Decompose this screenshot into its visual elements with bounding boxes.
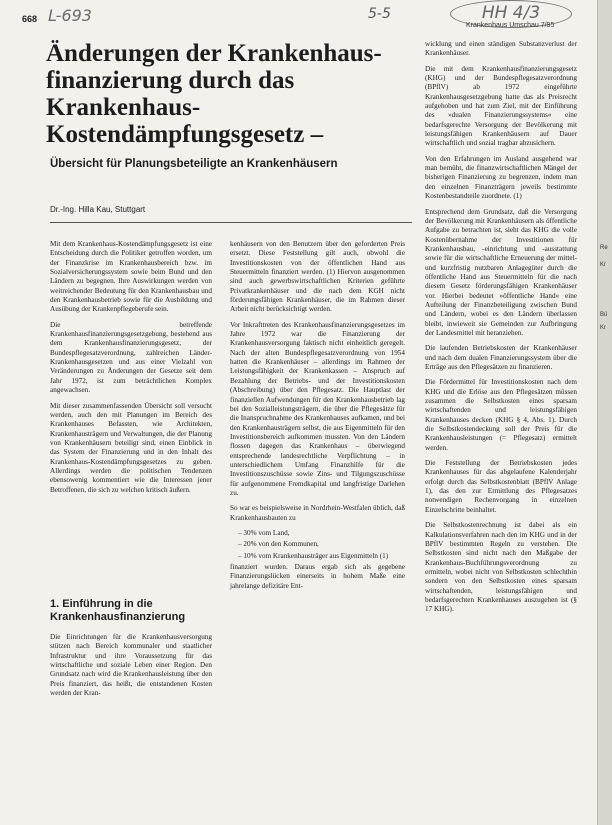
column-2 (230, 240, 405, 597)
title-rule (50, 222, 412, 223)
adjacent-page-edge (597, 0, 612, 825)
paragraph: Entsprechend dem Grundsatz, daß die Versorgung der Bevölkerung mit Krankenhäusern als öffentliche Aufgabe zu betrachten ist, sieht das KHG die volle Kostenübernahme der Investitionen für Krankenhausbau, -einrichtung und -ausstattung sowie für die wirtschaftliche Erneuerung der mittel- und kurzfristig nutzbaren Anlagegüter durch die öffentliche Hand aus Steuermitteln für die nach diesem Gesetz förderungsfähigen Krankenhäuser vor. Hierbei bedeutet »öffentliche Hand« eine Aufteilung der Finanzbeteiligung zwischen Bund und Ländern, wobei es den Ländern überlassen bleibt, inwieweit sie Gemeinden zur Aufbringung der Landesmittel mit heranziehen. (425, 207, 577, 337)
archive-stamp: HH 4/3 (450, 0, 572, 28)
article-author: Dr.-Ing. Hilla Kau, Stuttgart (50, 205, 146, 214)
paragraph: finanziert wurden. Daraus ergab sich als gegebene Finanzierungslücken einerseits in hohem Maße eine jahrelange defizitäre Ent- (230, 563, 405, 590)
list-item: – 10% vom Krankenhausträger aus Eigenmitteln (1) (238, 551, 389, 560)
article-subtitle: Übersicht für Planungsbeteiligte an Krankenhäusern (50, 158, 338, 170)
paragraph: Die Selbstkostenrechnung ist dabei als ein Kalkulationsverfahren nach den im KHG und in der BPflV bestimmten Regeln zu verstehen. Die Selbstkosten sind nicht nach den Maßgabe der Krankenhaus-Buchführungsverordnung zu ermitteln, wobei nicht von Selbstkosten schlechthin sondern von den Selbstkosten eines sparsam wirtschaftenden, leistungsfähigen und bedarfsgerechten Krankenhauses auszugehen ist (§ 17 KHG). (425, 521, 577, 614)
paragraph: Die Feststellung der Betriebskosten jedes Krankenhauses für das abgelaufene Kalenderjahr erfolgt durch das Selbstkostenblatt (BPflV Anlage 1), das den zur Ermittlung des Pflegesatzes notwendigen Rechenvorgang in einzelnen Einzelschritte beinhaltet. (425, 459, 577, 514)
paragraph: Die Fördermittel für Investitionskosten nach dem KHG und die Erlöse aus den Pflegesätzen müssen zusammen die Selbstkosten eines sparsam wirtschaftenden und leistungsfähigen Krankenhauses decken (KHG § 4, Abs. 1). Durch die Selbstkostendeckung soll der Preis für die Krankenhausleistungen (= Pflegesatz) ermittelt werden. (425, 378, 577, 452)
column-1 (50, 240, 212, 501)
list-item: – 30% vom Land, (238, 528, 290, 537)
handwritten-marking: 5-5 (368, 6, 391, 22)
paragraph: Die laufenden Betriebskosten der Krankenhäuser und nach dem dualen Finanzierungssystem über die Erträge aus den Pflegesätzen zu finanzieren. (425, 344, 577, 371)
edge-label: Re (600, 245, 608, 251)
paragraph: Die Einrichtungen für die Krankenhausversorgung stützen nach Bereich kommunaler und staatlicher Infrastruktur und ihre Voraussetzung für das wirtschaftliche und soziale Leben einer Region. Den Grundsatz nach wird die Krankenhausleistung über den Preis finanziert, das heißt, die entstandenen Kosten werden der Kran- (50, 633, 212, 698)
edge-label: Kr (600, 262, 606, 268)
handwritten-reference: L-693 (48, 6, 92, 25)
paragraph: So war es beispielsweise in Nordrhein-Westfalen üblich, daß Krankenhausbauten zu (230, 504, 405, 522)
paragraph: Mit dieser zusammenfassenden Übersicht soll versucht werden, auch den mit Planungen im Bereich des Krankenhauses Befassten, wie Architekten, Krankenhausträgern und Verwaltungen, die der Planung von Krankenhäusern beteiligt sind, einen Einblick in das System der Finanzierung und in den Inhalt des Krankenhaus-Kostendämpfungsgesetzes zu geben. Allerdings werden die politischen Tendenzen ebensowenig kommentiert wie die Interessen jener Betroffenen, die sich zu welchen kritisch äußern. (50, 401, 212, 494)
paragraph: Die mit dem Krankenhausfinanzierungsgesetz (KHG) und der Bundespflegesatzverordnung (BPflV) ab 1972 eingeführte Krankenhausgesetzgebung hatte das als Preisrecht aufgehoben und hat zum Ziel, mit der Einführung des »dualen Finanzierungssystems« eine bedarfsgerechte Versorgung der Bevölkerung mit leistungsfähigen Krankenhäusern auf Dauer wirtschaftlich und sozial tragbar abzusichern. (425, 64, 577, 148)
paragraph: kenhäusern von den Benutzern über den geforderten Preis ersetzt. Diese Feststellung gilt auch, obwohl die Investitionskosten von der öffentlichen Hand aus Steuermitteln finanziert werden. (1) Hiervon ausgenommen sind auch gewerbswirtschaftlichen Kriterien geführte Privatkrankenhäuser und die nach dem KGH nicht förderungsfähigen Krankenhäuser, die im Rahmen dieser Arbeit nicht berücksichtigt werden. (230, 240, 405, 314)
edge-label: Bü (600, 312, 608, 318)
section-heading: 1. Einführung in die Krankenhausfinanzierung (50, 598, 186, 623)
paragraph: Von den Erfahrungen im Ausland ausgehend war man bemüht, die finanzwirtschaftlichen Mängel der bisherigen Finanzierung zu begrenzen, indem man den einzelnen Finanzträgern jeweils bestimmte Kostenbestandteile zuordnete. (1) (425, 154, 577, 201)
column-3 (425, 40, 577, 621)
article-title: Änderungen der Krankenhaus-finanzierung durch das Krankenhaus-Kostendämpfungsgesetz – (46, 40, 382, 148)
list-item: – 20% von den Kommunen, (238, 540, 319, 549)
paragraph: Die betreffende Krankenhausfinanzierungsgesetzgebung, bestehend aus dem Krankenhausfinanzierungsgesetz, der Bundespflegesatzverordnung, zahlreichen Länder-Krankenhausgesetzen und aus einer Vielzahl von Veränderungen zu Änderungen der Gesetze seit dem Jahr 1972, ist zum beträchtlichen Komplex angewachsen. (50, 320, 212, 395)
paragraph: wicklung und einen ständigen Substanzverlust der Krankenhäuser. (425, 40, 577, 58)
paragraph: Mit dem Krankenhaus-Kostendämpfungsgesetz ist eine Entscheidung durch die Politiker getroffen worden, um der Finanzkrise im Krankenhausbereich bzw. im Sozialversicherungssystem sowie beim Bund und den Ländern zu begegnen. Ihre Auswirkungen werden von weitreichender Bedeutung für den Krankenhausbau und den Krankenhausbetrieb sowie für die Ausbildung und Ausübung der Krankenpflegeberufe sein. (50, 240, 212, 314)
running-head: Krankenhaus Umschau 7/85 (466, 22, 555, 29)
paragraph: Vor Inkrafttreten des Krankenhausfinanzierungsgesetzes im Jahre 1972 war die Finanzierung der Krankenhausversorgung faktisch nicht einheitlich geregelt. Nach der alten Bundespflegesatzverordnung von 1954 hatten die Krankenhäuser – allerdings im Rahmen der Leistungsfähigkeit der Krankenkassen – Anspruch auf Bezahlung der Betriebs- und der Investitionskosten (Abschreibung) über den Pflegesatz. Die Hauptlast der finanziellen Aufwendungen für den Krankenhausbetrieb lag bei den Sozialleistungsträgern, die über die Pflegesätze für die Inanspruchnahme des Krankenhauses aufkamen, und bei den Krankenhausträgern selbst, die aus Eigenmitteln für den Investitionsbereich aufkommen mussten. Von den Ländern flossen dagegen das Krankenhaus – überwiegend entsprechende landesrechtliche Verpflichtung – in unterschiedlichem Umfang Finanzhilfe für die Investitionszuschüsse sowie Zins- und Tilgungszuschüsse für aufgenommene Fremdkapital und langfristige Darlehen zu. (230, 320, 405, 497)
column-1-continued (50, 633, 212, 704)
edge-label: Kr (600, 325, 606, 331)
page-number: 668 (22, 14, 38, 24)
